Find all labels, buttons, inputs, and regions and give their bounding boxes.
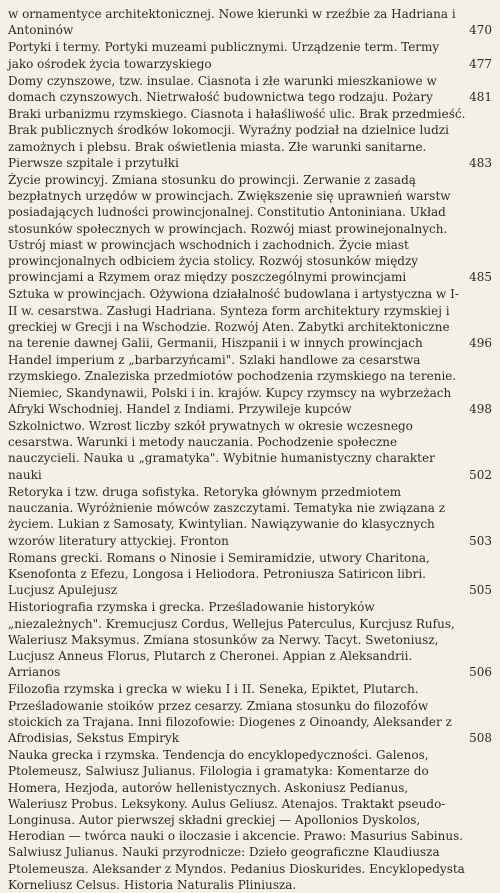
page-number: 481 [469,90,492,105]
entry-text: Portyki i termy. Portyki muzeami publicznymi. Urządzenie term. Termy jako ośrodek życia towarzyskiego [8,40,440,71]
page-number: 508 [469,730,492,745]
entry-text: Romans grecki. Romans o Ninosie i Semiramidzie, utwory Charitona, Ksenofonta z Efezu, Longosa i Heliodora. Petroniusza Satiricon libri. Lucjusz Apulejusz [8,550,430,598]
entry-text: w ornamentyce architektonicznej. Nowe kierunki w rzeźbie za Hadriana i Antoninów [8,7,456,38]
entry-text: Filozofia rzymska i grecka w wieku I i II. Seneka, Epiktet, Plutarch. Prześladowanie stoików przez cesarzy. Zmiana stosunku do filozofów stoickich za Trajana. Inni filozofowie: Diogenes z Oinoandy, Aleksander z Afrodisias, Sekstus Empiryk [8,682,452,745]
entry-text: Domy czynszowe, tzw. insulae. Ciasnota i złe warunki mieszkaniowe w domach czynszowych. Nietrwałość budownictwa tego rodzaju. Pożary [8,73,437,105]
entry-text: Sztuka w prowincjach. Ożywiona działalność budowlana i artystyczna w I-II w. cesarstwa. Zasługi Hadriana. Synteza form architektury rzymskiej i greckiej w Grecji i na Wschodzie. Rozwój Aten. Zabytki architektoniczne na terenie dawnej Galii, Germanii, Hiszpanii i w innych prowincjach [8,287,459,351]
page-number: 506 [469,665,492,680]
toc-entry [8,747,492,893]
toc-entry [8,484,492,549]
table-of-contents [8,6,492,893]
toc-entry [8,39,492,71]
toc-entry [8,599,492,680]
page-number: 505 [469,583,492,598]
toc-entry [8,550,492,599]
page-number: 503 [469,533,492,548]
toc-entry [8,73,492,105]
toc-entry [8,352,492,417]
page-number: 485 [469,270,492,285]
page-number: 477 [469,56,492,71]
entry-text: Nauka grecka i rzymska. Tendencja do encyklopedyczności. Galenos, Ptolemeusz, Salwiusz Julianus. Filologia i gramatyka: Komentarze do Homera, Hezjoda, autorów hellenistycznych. Askoniusz Pedianus, Waleriusz Probus. Leksykony. Aulus Geliusz. Atenajos. Traktakt pseudo-Longinusa. Autor pierwszej składni greckiej — Apollonios Dyskolos, Herodian — twórca nauki o iloczasie i akcencie. Prawo: Masurius Sabinus. Salwiusz Julianus. Nauki przyrodnicze: Dzieło geograficzne Klaudiusza Ptolemeusza. Aleksander z Myndos. Pedanius Dioskurides. Encyklopedysta Korneliusz Celsus. Historia Naturalis Pliniusza. [8,748,465,892]
entry-text: Braki urbanizmu rzymskiego. Ciasnota i hałaśliwość ulic. Brak przedmieść. Brak publicznych środków lokomocji. Wyraźny podział na dzielnice ludzi zamożnych i plebsu. Brak oświetlenia miasta. Złe warunki sanitarne. Pierwsze szpitale i przytułki [8,107,466,170]
toc-entry [8,418,492,483]
entry-text: Historiografia rzymska i grecka. Prześladowanie historyków „niezależnych". Kremucjusz Cordus, Wellejus Paterculus, Kurcjusz Rufus, Waleriusz Maksymus. Zmiana stosunków za Nerwy. Tacyt. Swetoniusz, Lucjusz Anneus Florus, Plutarch z Cheronei. Appian z Aleksandrii. Arrianos [8,600,455,680]
toc-entry [8,172,492,285]
toc-entry [8,106,492,171]
toc-entry [8,286,492,351]
page-number: 502 [469,467,492,482]
page-number: 470 [469,23,492,38]
entry-text: Retoryka i tzw. druga sofistyka. Retoryka głównym przedmiotem nauczania. Wyróżnienie mówców zaszczytami. Tematyka nie związana z życiem. Lukian z Samosaty, Kwintylian. Nawiązywanie do klasycznych wzorów literatury attyckiej. Fronton [8,484,446,548]
page-number: 496 [469,336,492,351]
entry-text: Szkolnictwo. Wzrost liczby szkół prywatnych w okresie wczesnego cesarstwa. Warunki i metody nauczania. Pochodzenie społeczne nauczycieli. Nauka u „gramatyka". Wybitnie humanistyczny charakter nauki [8,419,435,482]
entry-text: Życie prowincyj. Zmiana stosunku do prowincji. Zerwanie z zasadą bezpłatnych urzędów w prowincjach. Zwiększenie się uprawnień warstw posiadających ludności prowincjonalnej. Constitutio Antoniniana. Układ stosunków społecznych w prowincjach. Rozwój miast prowinejonalnych. Ustrój miast w prowincjach wschodnich i zachodnich. Życie miast prowincjonalnych odbiciem życia stolicy. Rozwój stosunków między prowincjami a Rzymem oraz między poszczególnymi prowincjami [8,173,451,285]
page-number: 483 [469,155,492,170]
entry-text: Handel imperium z „barbarzyńcami". Szlaki handlowe za cesarstwa rzymskiego. Znaleziska przedmiotów pochodzenia rzymskiego na terenie. Niemiec, Skandynawii, Polski i in. krajów. Kupcy rzymscy na wybrzeżach Afryki Wschodniej. Handel z Indiami. Przywileje kupców [8,353,457,416]
toc-entry [8,6,492,38]
toc-entry [8,681,492,746]
page-number: 498 [469,401,492,416]
